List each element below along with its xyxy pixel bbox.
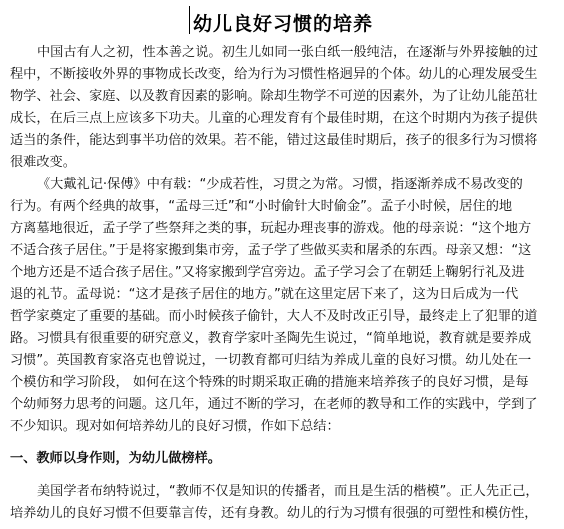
paragraph-line: 个幼师努力思考的问题。这几年，通过不断的学习，在老师的教导和工作的实践中，学到了 [10,397,538,412]
paragraph-line: 退的礼节。孟母说：“这才是孩子居住的地方。”就在这里定居下来了，这为日后成为一代 [10,287,519,302]
paragraph-line: 路。习惯具有很重要的研究意义，教育学家叶圣陶先生说过，“简单地说，教育就是要养成 [10,331,532,346]
paragraph-line: 培养幼儿的良好习惯不但要靠言传，还有身教。幼儿的行为习惯有很强的可塑性和模仿性， [10,506,538,521]
paragraph-line: 成长，在后三点上应该多下功夫。儿童的心理发育有个最佳时期，在这个时期内为孩子提供 [10,111,538,126]
paragraph-line: 《大戴礼记·保傅》中有载：“少成若性，习贯之为常。习惯，指逐渐养成不易改变的 [37,177,523,192]
document-title: 幼儿良好习惯的培养 [193,13,374,35]
paragraph-line: 哲学家奠定了重要的基础。而小时候孩子偷针，大人不及时改正引导，最终走上了犯罪的道 [10,309,538,324]
paragraph-line: 习惯”。英国教育家洛克也曾说过，一切教育都可归结为养成儿童的良好习惯。幼儿处在一 [10,353,532,368]
paragraph-line: 行为。有两个经典的故事，“孟母三迁”和“小时偷针大时偷金”。孟子小时候，居住的地 [10,199,513,214]
section-heading: 一、教师以身作则，为幼儿做榜样。 [10,451,221,466]
paragraph-line: 美国学者布纳特说过，“教师不仅是知识的传播者，而且是生活的楷模”。正人先正己， [37,484,539,499]
paragraph-line: 方离墓地很近，孟子学了些祭拜之类的事，玩起办理丧事的游戏。他的母亲说：“这个地方 [10,221,532,236]
paragraph-line: 很难改变。 [10,155,76,170]
paragraph-line: 个模仿和学习阶段， 如何在这个特殊的时期采取正确的措施来培养孩子的良好习惯，是每 [10,375,529,390]
paragraph-line: 不少知识。现对如何培养幼儿的良好习惯，作如下总结： [10,419,340,434]
paragraph-line: 个地方还是不适合孩子居住。”又将家搬到学宫旁边。孟子学习会了在朝廷上鞠躬行礼及进 [10,265,525,280]
text-cursor [189,6,190,34]
paragraph-line: 中国古有人之初，性本善之说。初生儿如同一张白纸一般纯洁，在逐渐与外界接触的过 [37,45,539,60]
paragraph-line: 物学、社会、家庭、以及教育因素的影响。除却生物学不可逆的因素外，为了让幼儿能茁壮 [10,89,538,104]
paragraph-line: 适当的条件，能达到事半功倍的效果。若不能，错过这最佳时期后，孩子的很多行为习惯将 [10,133,538,148]
paragraph-line: 程中，不断接收外界的事物成长改变，给为行为习惯性格迥异的个体。幼儿的心理发展受生 [10,67,538,82]
paragraph-line: 不适合孩子居住。”于是将家搬到集市旁，孟子学了些做买卖和屠杀的东西。母亲又想：“这 [10,243,532,258]
